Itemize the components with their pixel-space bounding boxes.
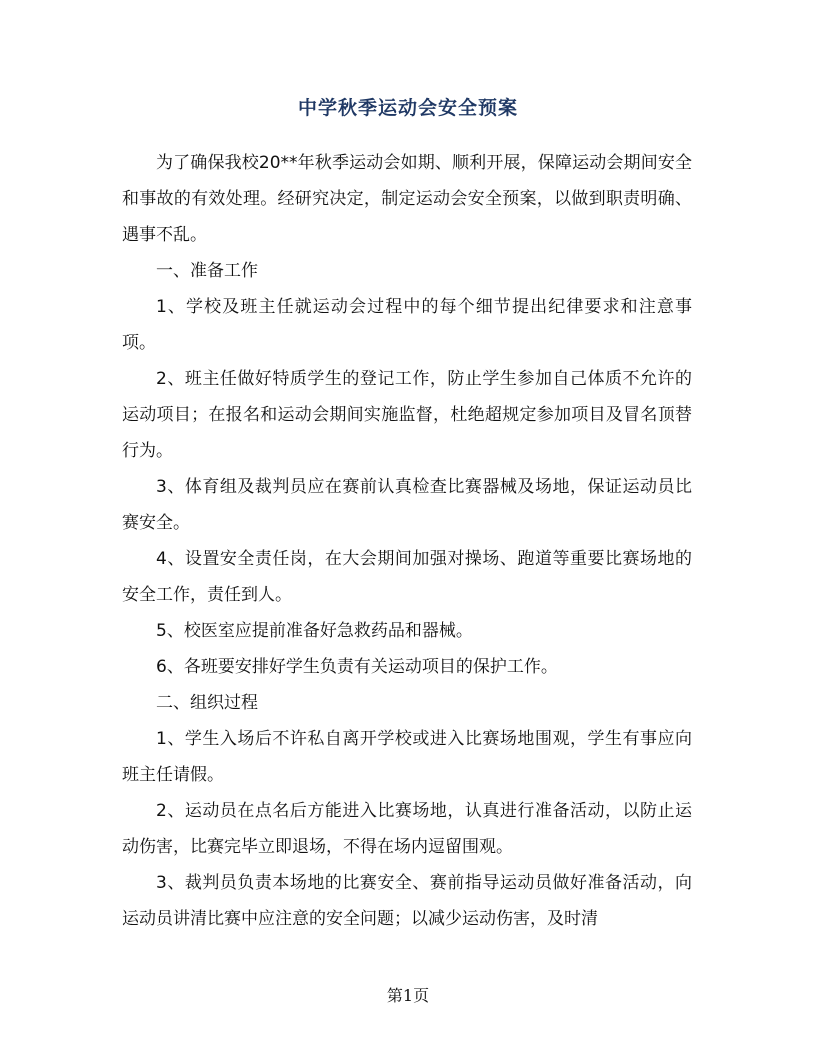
list-item: 3、体育组及裁判员应在赛前认真检查比赛器械及场地，保证运动员比赛安全。 <box>122 477 692 533</box>
list-item: 4、设置安全责任岗，在大会期间加强对操场、跑道等重要比赛场地的安全工作，责任到人。 <box>122 549 692 605</box>
list-item: 6、各班要安排好学生负责有关运动项目的保护工作。 <box>156 657 558 677</box>
section-heading-preparation: 一、准备工作 <box>156 261 258 281</box>
list-item: 1、学生入场后不许私自离开学校或进入比赛场地围观，学生有事应向班主任请假。 <box>122 729 692 785</box>
list-item: 3、裁判员负责本场地的比赛安全、赛前指导运动员做好准备活动，向运动员讲清比赛中应注意的安全问题；以减少运动伤害，及时清 <box>122 873 692 929</box>
list-item: 1、学校及班主任就运动会过程中的每个细节提出纪律要求和注意事项。 <box>122 297 692 353</box>
list-item: 5、校医室应提前准备好急救药品和器械。 <box>156 621 473 641</box>
section-heading-organization: 二、组织过程 <box>156 693 258 713</box>
document-body <box>122 145 692 937</box>
intro-paragraph: 为了确保我校20**年秋季运动会如期、顺利开展，保障运动会期间安全和事故的有效处理。经研究决定，制定运动会安全预案，以做到职责明确、遇事不乱。 <box>122 153 692 245</box>
list-item: 2、运动员在点名后方能进入比赛场地，认真进行准备活动，以防止运动伤害，比赛完毕立即退场，不得在场内逗留围观。 <box>122 801 692 857</box>
page-number: 第1页 <box>386 986 430 1005</box>
document-title: 中学秋季运动会安全预案 <box>297 97 518 119</box>
list-item: 2、班主任做好特质学生的登记工作，防止学生参加自己体质不允许的运动项目；在报名和运动会期间实施监督，杜绝超规定参加项目及冒名顶替行为。 <box>122 369 692 461</box>
